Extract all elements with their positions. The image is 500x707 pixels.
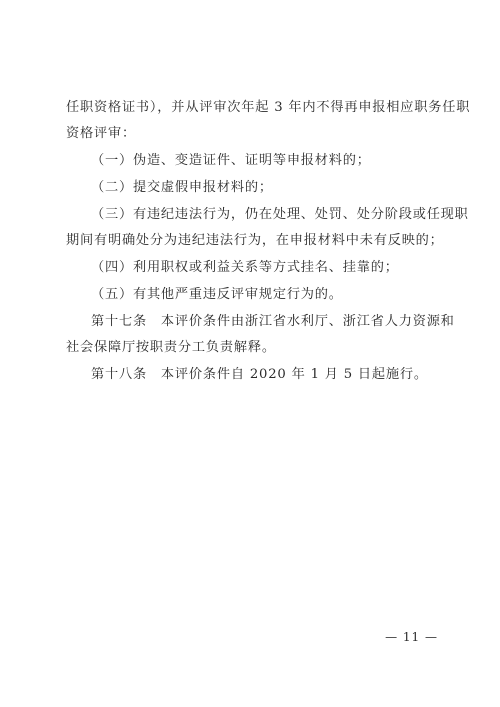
item-3-line-2: 期间有明确处分为违纪违法行为，在申报材料中未有反映的； [66, 233, 444, 248]
article-17-line-1: 第十七条 本评价条件由浙江省水利厅、浙江省人力资源和 [91, 314, 455, 329]
item-4-line: （四）利用职权或利益关系等方式挂名、挂靠的； [91, 260, 399, 275]
item-1-line: （一）伪造、变造证件、证明等申报材料的； [91, 153, 371, 168]
article-17-line-2: 社会保障厅按职责分工负责解释。 [66, 340, 276, 355]
text-line-1: 任职资格证书），并从评审次年起 3 年内不得再申报相应职务任职 [66, 100, 471, 115]
text-line-2: 资格评审： [66, 126, 136, 141]
page-number: — 11 — [385, 630, 438, 644]
item-2-line: （二）提交虚假申报材料的； [91, 180, 273, 195]
item-3-line-1: （三）有违纪违法行为，仍在处理、处罚、处分阶段或任现职 [91, 207, 469, 222]
article-18-line: 第十八条 本评价条件自 2020 年 1 月 5 日起施行。 [91, 367, 428, 382]
item-5-line: （五）有其他严重违反评审规定行为的。 [91, 287, 343, 302]
